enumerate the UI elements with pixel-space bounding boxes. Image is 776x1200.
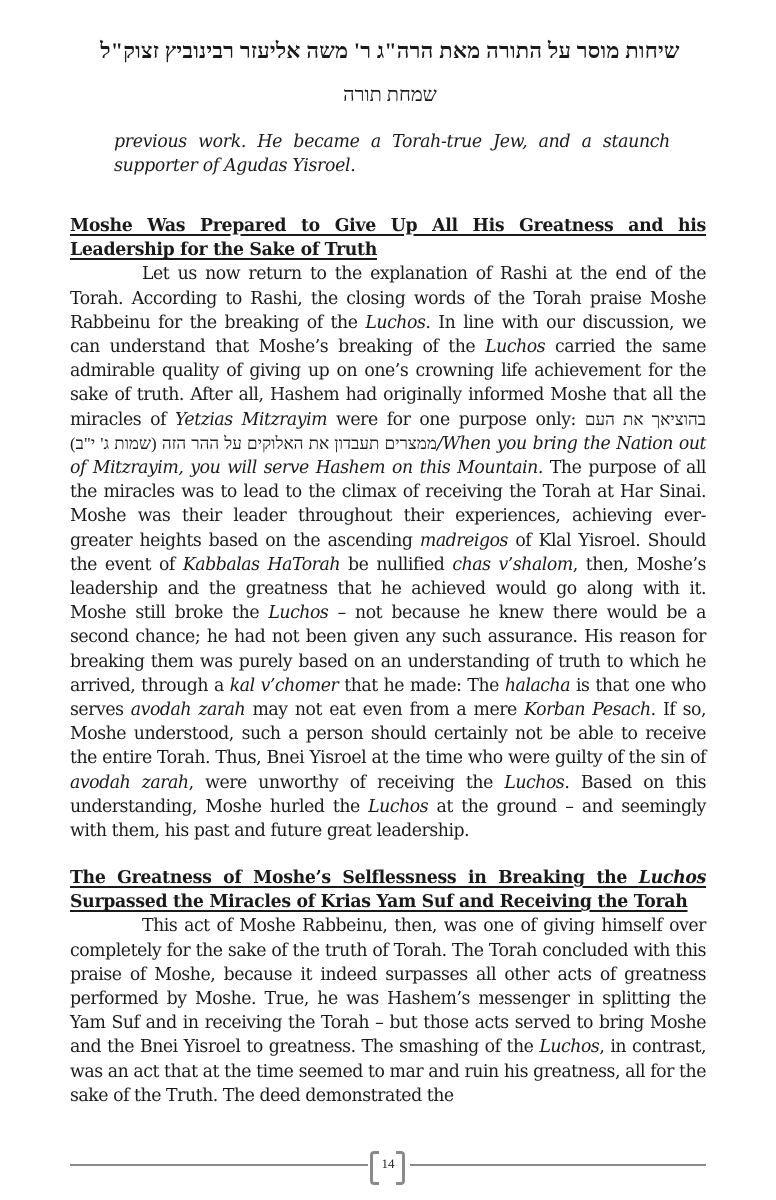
section-1-paragraph: Let us now return to the explanation of Rashi at the end of the Torah. According to Rashi, the closing words of the Torah praise Moshe Rabbeinu for the breaking of the Luchos. In line with our discussion, we can understand that Moshe’s breaking of the Luchos carried the same admirable quality of giving up on one’s crowning life achievement for the sake of truth. After all, Hashem had originally informed Moshe that all the miracles of Yetzias Mitzrayim were for one purpose only: בהוציאך את העם ממצרים תעבדון את האלוקים על ההר הזה (שמות ג' י"ב)/When you bring the Nation out of Mitzrayim, you will serve Hashem on this Mountain. The purpose of all the miracles was to lead to the climax of receiving the Torah at Har Sinai. Moshe was their leader throughout their experiences, achieving ever-greater heights based on the ascending madreigos of Klal Yisroel. Should the event of Kabbalas HaTorah be nullified chas v’shalom, then, Moshe’s leadership and the greatness that he achieved would go along with it. Moshe still broke the Luchos – not because he knew there would be a second chance; he had not been given any such assurance. His reason for breaking them was purely based on an understanding of truth to which he arrived, through a kal v’chomer that he made: The halacha is that one who serves avodah zarah may not eat even from a mere Korban Pesach. If so, Moshe understood, such a person should certainly not be able to receive the entire Torah. Thus, Bnei Yisroel at the time who were guilty of the sin of avodah zarah, were unworthy of receiving the Luchos. Based on this understanding, Moshe hurled the Luchos at the ground – and seemingly with them, his past and future great leadership. <box>70 264 707 842</box>
hebrew-verse: בהוציאך את העם ממצרים תעבדון את האלוקים על ההר הזה (שמות ג' י"ב) <box>70 409 706 453</box>
section-1-heading: Moshe Was Prepared to Give Up All His Greatness and his Leadership for the Sake of Truth <box>70 216 706 261</box>
right-brace-ornament <box>396 1151 405 1185</box>
footer-rule-left <box>70 1164 368 1166</box>
page-number: 14 <box>381 1156 395 1171</box>
section-2-heading: The Greatness of Moshe’s Selflessness in Breaking the Luchos Surpassed the Miracles of Krias Yam Suf and Receiving the Torah <box>70 868 706 913</box>
section-1 <box>70 214 706 843</box>
quote-text: previous work. He became a Torah-true Jew, and a staunch supporter of Agudas Yisroel. <box>114 132 670 177</box>
running-header-subtitle: שמחת תורה <box>343 84 437 106</box>
footer-rule-right <box>410 1164 706 1166</box>
page-footer <box>70 1148 706 1184</box>
section-2-paragraph: This act of Moshe Rabbeinu, then, was one of giving himself over completely for the sake of the truth of Torah. The Torah concluded with this praise of Moshe, because it indeed surpasses all other acts of greatness performed by Moshe. True, he was Hashem’s messenger in splitting the Yam Suf and in receiving the Torah – but those acts served to bring Moshe and the Bnei Yisroel to greatness. The smashing of the Luchos, in contrast, was an act that at the time seemed to mar and ruin his greatness, all for the sake of the Truth. The deed demonstrated the <box>70 916 706 1106</box>
section-2 <box>70 866 706 1108</box>
continued-quote <box>114 130 670 178</box>
running-header-title: שיחות מוסר על התורה מאת הרה"ג ר' משה אליעזר רבינוביץ זצוק"ל <box>100 38 680 63</box>
